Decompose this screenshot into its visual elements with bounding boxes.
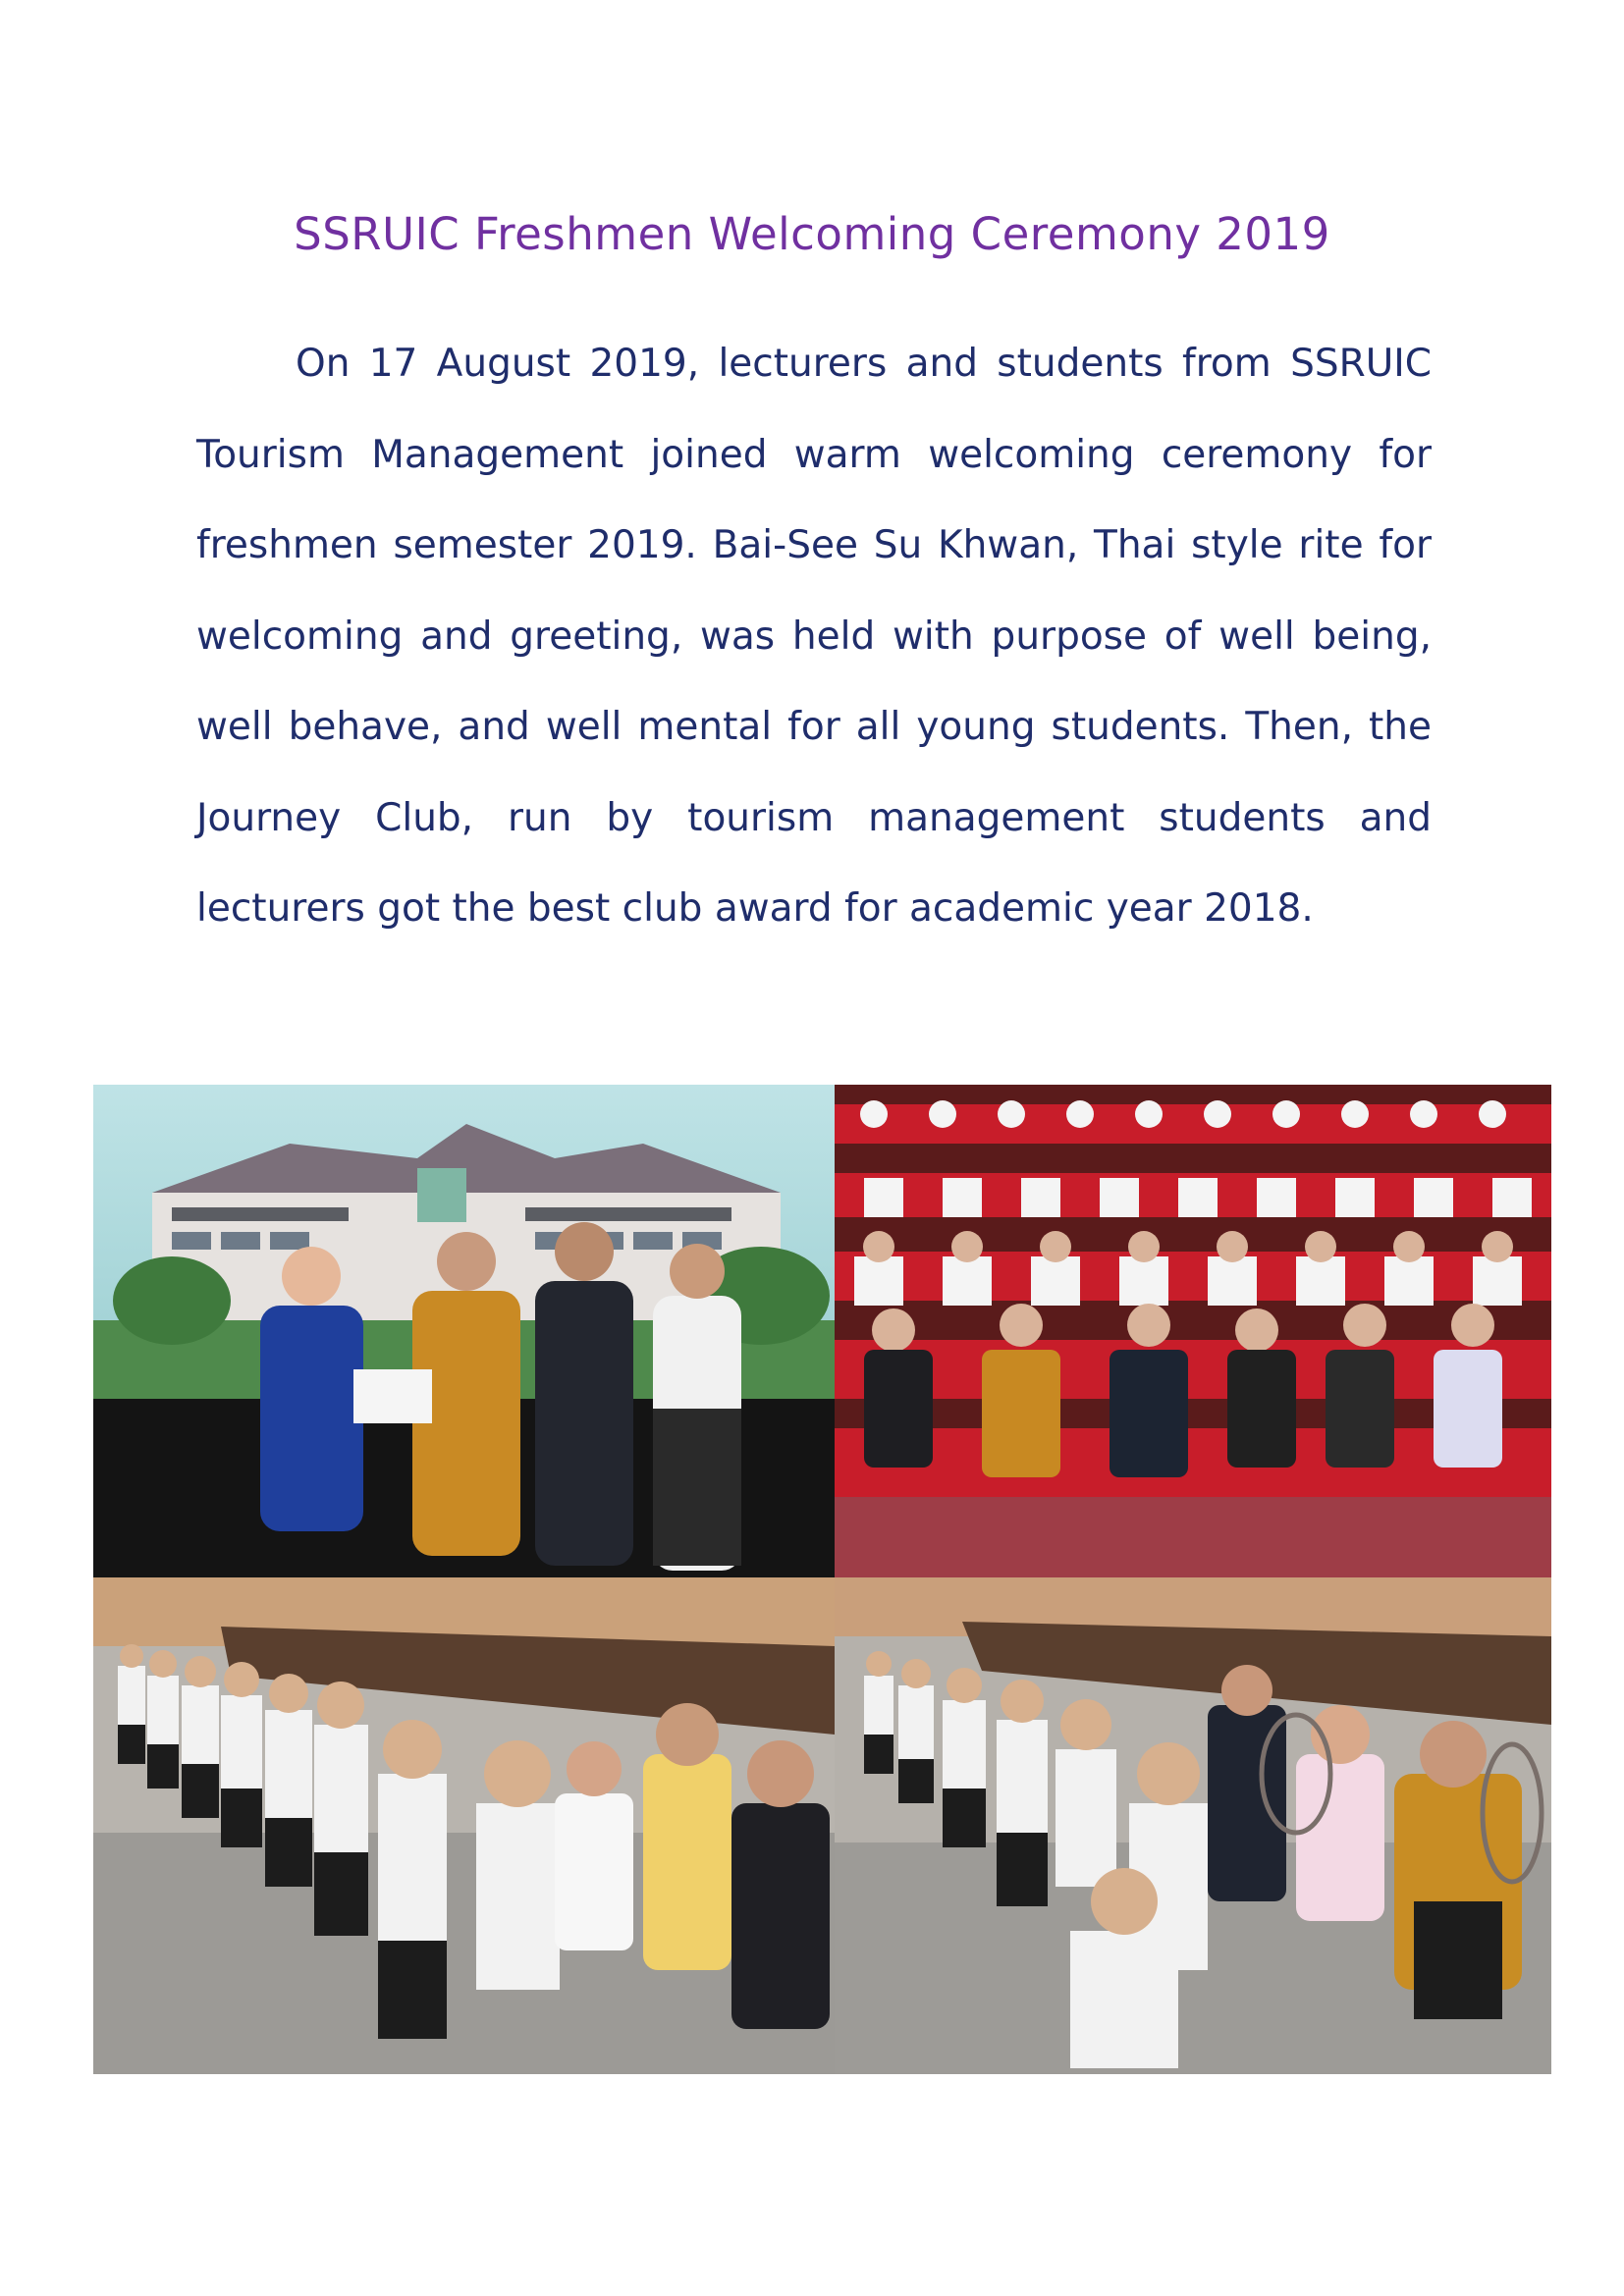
baisee-rite-photo-2 bbox=[835, 1577, 1551, 2074]
page-title: SSRUIC Freshmen Welcoming Ceremony 2019 bbox=[294, 208, 1330, 260]
article-body: On 17 August 2019, lecturers and students from SSRUIC Tourism Management joined warm welcoming ceremony for freshmen semester 2019. Bai-See Su Khwan, Thai style rite for welcoming and greeting, was held with purpose of well being, well behave, and well mental for all young students. Then, the Journey Club, run by tourism management students and lecturers got the best club award for academic year 2018. bbox=[196, 342, 1432, 931]
photo-collage bbox=[93, 1085, 1551, 2074]
award-presentation-photo bbox=[93, 1085, 835, 1577]
baisee-rite-photo-1 bbox=[93, 1577, 835, 2074]
auditorium-audience-photo bbox=[835, 1085, 1551, 1577]
